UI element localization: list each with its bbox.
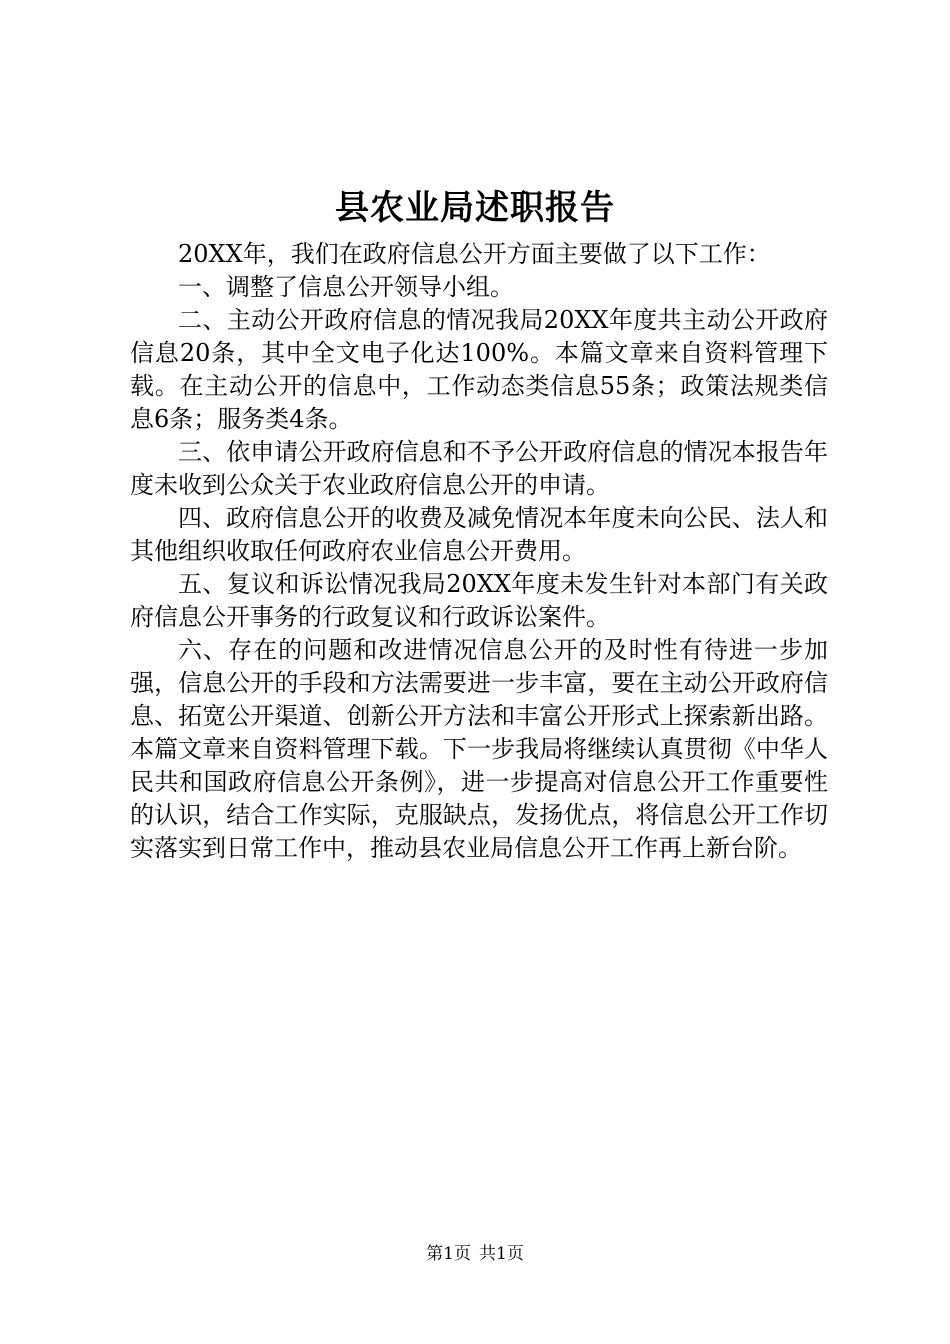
paragraph-item-4: 四、政府信息公开的收费及减免情况本年度未向公民、法人和其他组织收取任何政府农业信息公开费用。 xyxy=(130,504,828,565)
paragraph-item-2: 二、主动公开政府信息的情况我局20XX年度共主动公开政府信息20条，其中全文电子化达100%。本篇文章来自资料管理下载。在主动公开的信息中，工作动态类信息55条；政策法规类信息6条；服务类4条。 xyxy=(130,306,828,433)
page-number-total: 共1页 xyxy=(479,1244,524,1264)
paragraph-item-1: 一、调整了信息公开领导小组。 xyxy=(178,273,514,301)
page-footer xyxy=(0,1242,950,1266)
paragraph-item-3: 三、依申请公开政府信息和不予公开政府信息的情况本报告年度未收到公众关于农业政府信息公开的申请。 xyxy=(130,438,828,499)
page-number-current: 第1页 xyxy=(426,1244,471,1264)
paragraph-item-5: 五、复议和诉讼情况我局20XX年度未发生针对本部门有关政府信息公开事务的行政复议和行政诉讼案件。 xyxy=(130,570,828,631)
paragraph-intro: 20XX年，我们在政府信息公开方面主要做了以下工作： xyxy=(178,240,771,268)
paragraph-item-6: 六、存在的问题和改进情况信息公开的及时性有待进一步加强，信息公开的手段和方法需要进一步丰富，要在主动公开政府信息、拓宽公开渠道、创新公开方法和丰富公开形式上探索新出路。本篇文章来自资料管理下载。下一步我局将继续认真贯彻《中华人民共和国政府信息公开条例》，进一步提高对信息公开工作重要性的认识，结合工作实际，克服缺点，发扬优点，将信息公开工作切实落实到日常工作中，推动县农业局信息公开工作再上新台阶。 xyxy=(130,636,828,862)
document-body xyxy=(130,238,828,865)
document-title: 县农业局述职报告 xyxy=(335,188,615,228)
